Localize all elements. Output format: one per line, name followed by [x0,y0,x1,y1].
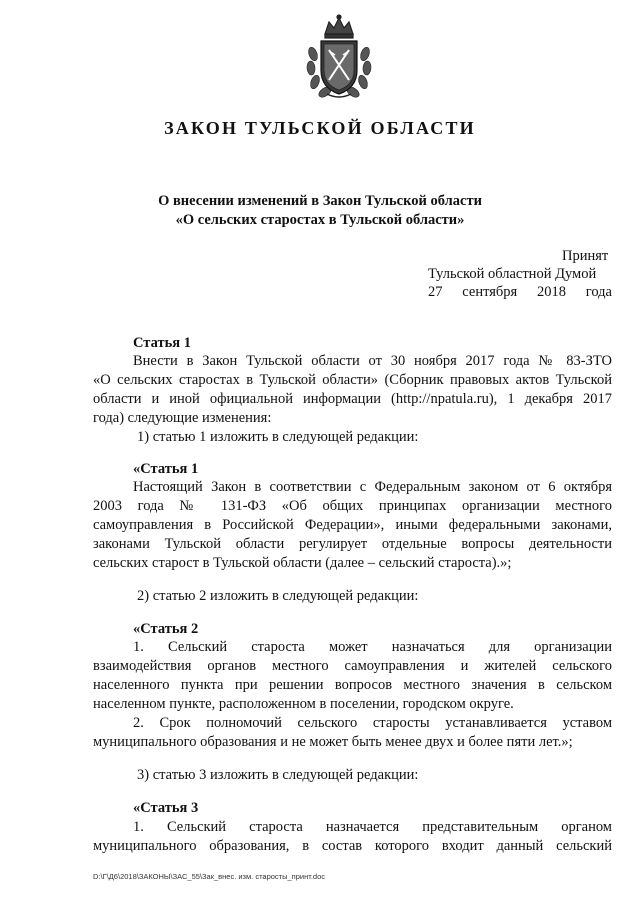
new-article-2-p1-line-4: населенном пункте, расположенном в поселении, городском округе. [93,696,514,712]
new-article-2-p2-line-1: 2. Срок полномочий сельского старосты устанавливается уставом [133,715,612,731]
adoption-accepted: Принят [562,248,609,264]
new-article-2-p1-line-1: 1. Сельский староста может назначаться для организации [133,639,612,655]
adoption-year: 2018 [536,284,566,300]
article-1-heading: Статья 1 [133,335,191,351]
law-subtitle-line-2: «О сельских старостах в Тульской области» [175,212,465,228]
new-article-1-line-5: сельских старост в Тульской области (далее – сельский староста).»; [93,555,512,571]
new-article-1-line-3: самоуправления в Российской Федерации», иными федеральными законами, [93,517,612,533]
new-article-3-p1-line-1: 1. Сельский староста назначается представительным органом [133,819,612,835]
law-subtitle-line-1: О внесении изменений в Закон Тульской области [158,193,482,209]
change-item-1: 1) статью 1 изложить в следующей редакции: [137,429,419,445]
adoption-date [428,284,612,301]
article-1-line-1: Внести в Закон Тульской области от 30 ноября 2017 года № 83-ЗТО [133,353,612,369]
adoption-body: Тульской областной Думой [428,266,597,282]
adoption-year-word: года [585,284,612,300]
article-1-line-4: года) следующие изменения: [93,410,272,426]
document-file-path: D:\Г\Д6\2018\ЗАКОНЫ\ЗАС_55\Зак_внес. изм. старосты_принт.doc [93,872,326,881]
new-article-3-heading: «Статья 3 [133,800,199,816]
law-title: ЗАКОН ТУЛЬСКОЙ ОБЛАСТИ [164,118,476,138]
new-article-2-p1-line-3: населенного пункта при решении вопросов местного значения в сельском [93,677,612,693]
new-article-2-p1-line-2: взаимодействия органов местного самоуправления и жителей сельского [93,658,612,674]
new-article-3-p1-line-2: муниципального образования, в состав которого входит данный сельский [93,838,612,854]
new-article-1-line-1: Настоящий Закон в соответствии с Федеральным законом от 6 октября [133,479,612,495]
adoption-day: 27 [428,284,443,300]
change-item-2: 2) статью 2 изложить в следующей редакции: [137,588,419,604]
new-article-2-heading: «Статья 2 [133,621,199,637]
article-1-line-3: области и иной официальной информации (http://npatula.ru), 1 декабря 2017 [93,391,612,407]
adoption-month: сентября [462,284,518,300]
tula-oblast-coat-of-arms-icon [303,14,375,100]
new-article-1-line-2: 2003 года № 131-ФЗ «Об общих принципах организации местного [93,498,612,514]
new-article-1-heading: «Статья 1 [133,461,199,477]
change-item-3: 3) статью 3 изложить в следующей редакции: [137,767,419,783]
new-article-2-p2-line-2: муниципального образования и не может быть менее двух и более пяти лет.»; [93,734,573,750]
new-article-1-line-4: законами Тульской области регулирует отдельные вопросы деятельности [93,536,612,552]
article-1-line-2: «О сельских старостах в Тульской области» (Сборник правовых актов Тульской [93,372,612,388]
